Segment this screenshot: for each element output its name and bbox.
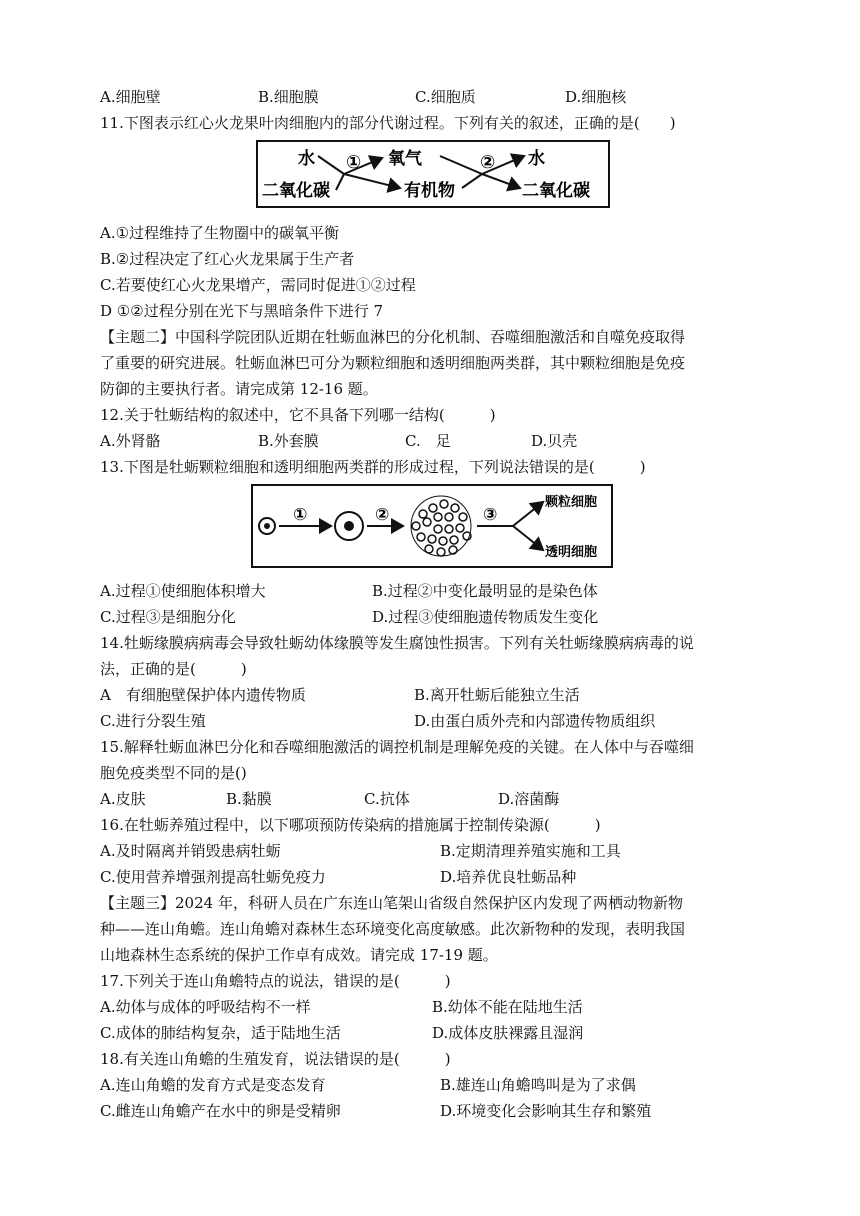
q14-option-b: B.离开牡蛎后能独立生活 (414, 686, 580, 704)
q12-option-b: B.外套膜 (258, 432, 319, 450)
q11-line-water (318, 156, 344, 174)
q13-option-c: C.过程③是细胞分化 (100, 608, 236, 626)
q16-stem: 16.在牡蛎养殖过程中，以下哪项预防传染病的措施属于控制传染源( ) (100, 816, 601, 834)
q11-option-d: D ①②过程分别在光下与黑暗条件下进行 7 (100, 302, 384, 320)
q11-line-oxygen (440, 156, 482, 174)
q13-diagram-svg (253, 486, 611, 566)
q17-option-d: D.成体皮肤裸露且湿润 (432, 1024, 584, 1042)
q12-stem: 12.关于牡蛎结构的叙述中，它不具备下列哪一结构( ) (100, 406, 496, 424)
large-cell-nucleus-icon (344, 521, 354, 531)
q15-option-c: C.抗体 (364, 790, 410, 808)
q11-option-b: B.②过程决定了红心火龙果属于生产者 (100, 250, 355, 268)
q17-option-c: C.成体的肺结构复杂，适于陆地生活 (100, 1024, 341, 1042)
q15-option-a: A.皮肤 (100, 790, 146, 808)
q11-diagram-svg (258, 142, 608, 206)
theme2-line2: 了重要的研究进展。牡蛎血淋巴可分为颗粒细胞和透明细胞两类群，其中颗粒细胞是免疫 (100, 354, 686, 372)
q13-arrow-granular (513, 502, 543, 526)
q18-option-a: A.连山角蟾的发育方式是变态发育 (100, 1076, 326, 1094)
q18-option-c: C.雌连山角蟾产在水中的卵是受精卵 (100, 1102, 341, 1120)
q11-option-a: A.①过程维持了生物圈中的碳氧平衡 (100, 224, 340, 242)
q10-option-b: B.细胞膜 (258, 88, 319, 106)
q15-stem-line1: 15.解释牡蛎血淋巴分化和吞噬细胞激活的调控机制是理解免疫的关键。在人体中与吞噬细 (100, 738, 694, 756)
theme3-line1: 【主题三】2024 年，科研人员在广东连山笔架山省级自然保护区内发现了两栖动物新物 (100, 894, 683, 912)
q17-option-a: A.幼体与成体的呼吸结构不一样 (100, 998, 311, 1016)
q14-option-d: D.由蛋白质外壳和内部遗传物质组织 (414, 712, 656, 730)
q16-option-b: B.定期清理养殖实施和工具 (440, 842, 621, 860)
q14-stem-line1: 14.牡蛎缘膜病病毒会导致牡蛎幼体缘膜等发生腐蚀性损害。下列有关牡蛎缘膜病病毒的说 (100, 634, 694, 652)
q13-step3: ③ (483, 505, 498, 525)
q16-option-c: C.使用营养增强剂提高牡蛎免疫力 (100, 868, 326, 886)
q13-stem: 13.下图是牡蛎颗粒细胞和透明细胞两类群的形成过程，下列说法错误的是( ) (100, 458, 646, 476)
q17-stem: 17.下列关于连山角蟾特点的说法，错误的是( ) (100, 972, 451, 990)
q11-stem: 11.下图表示红心火龙果叶肉细胞内的部分代谢过程。下列有关的叙述，正确的是( ) (100, 114, 676, 132)
q15-option-d: D.溶菌酶 (498, 790, 560, 808)
q13-cell-diagram (251, 484, 613, 568)
q15-option-b: B.黏膜 (226, 790, 272, 808)
q18-option-d: D.环境变化会影响其生存和繁殖 (440, 1102, 652, 1120)
q11-arrow-organic (344, 174, 400, 188)
q11-co2-left: 二氧化碳 (262, 181, 330, 201)
q11-metabolism-diagram (256, 140, 610, 208)
q11-water-left: 水 (298, 149, 315, 169)
cell-cluster-icon (411, 496, 471, 556)
theme2-line3: 防御的主要执行者。请完成第 12-16 题。 (100, 380, 378, 398)
q11-step1: ① (346, 152, 362, 173)
q18-stem: 18.有关连山角蟾的生殖发育，说法错误的是( ) (100, 1050, 451, 1068)
q11-water-right: 水 (528, 149, 545, 169)
q13-granular-label: 颗粒细胞 (545, 495, 598, 510)
q10-option-c: C.细胞质 (415, 88, 476, 106)
q14-stem-line2: 法，正确的是( ) (100, 660, 247, 678)
theme3-line2: 种——连山角蟾。连山角蟾对森林生态环境变化高度敏感。此次新物种的发现，表明我国 (100, 920, 686, 938)
q11-oxygen: 氧气 (388, 149, 422, 169)
q12-option-d: D.贝壳 (531, 432, 578, 450)
q13-step1: ① (293, 505, 308, 525)
q12-option-c: C. 足 (405, 432, 451, 450)
q14-option-c: C.进行分裂生殖 (100, 712, 206, 730)
q10-option-a: A.细胞壁 (100, 88, 161, 106)
q18-option-b: B.雄连山角蟾鸣叫是为了求偶 (440, 1076, 636, 1094)
q13-arrow-hyaline (513, 526, 543, 550)
q13-option-d: D.过程③使细胞遗传物质发生变化 (372, 608, 599, 626)
q16-option-a: A.及时隔离并销毁患病牡蛎 (100, 842, 281, 860)
q13-option-a: A.过程①使细胞体积增大 (100, 582, 266, 600)
theme3-line3: 山地森林生态系统的保护工作卓有成效。请完成 17-19 题。 (100, 946, 498, 964)
q14-option-a: A 有细胞壁保护体内遗传物质 (100, 686, 306, 704)
q11-option-c: C.若要使红心火龙果增产，需同时促进①②过程 (100, 276, 416, 294)
q10-option-d: D.细胞核 (565, 88, 627, 106)
small-cell-nucleus-icon (264, 523, 270, 529)
q17-option-b: B.幼体不能在陆地生活 (432, 998, 583, 1016)
q11-arrow-co2 (482, 174, 520, 188)
q11-line-co2 (336, 174, 344, 190)
q13-step2: ② (375, 505, 390, 525)
q11-step2: ② (480, 152, 496, 173)
q11-organic: 有机物 (404, 181, 455, 201)
q13-hyaline-label: 透明细胞 (545, 545, 598, 560)
q16-option-d: D.培养优良牡蛎品种 (440, 868, 577, 886)
theme2-line1: 【主题二】中国科学院团队近期在牡蛎血淋巴的分化机制、吞噬细胞激活和自噬免疫取得 (100, 328, 686, 346)
q11-co2-right: 二氧化碳 (522, 181, 590, 201)
q13-option-b: B.过程②中变化最明显的是染色体 (372, 582, 598, 600)
q15-stem-line2: 胞免疫类型不同的是() (100, 764, 247, 782)
q12-option-a: A.外肾骼 (100, 432, 161, 450)
q11-line-organic (462, 174, 482, 188)
